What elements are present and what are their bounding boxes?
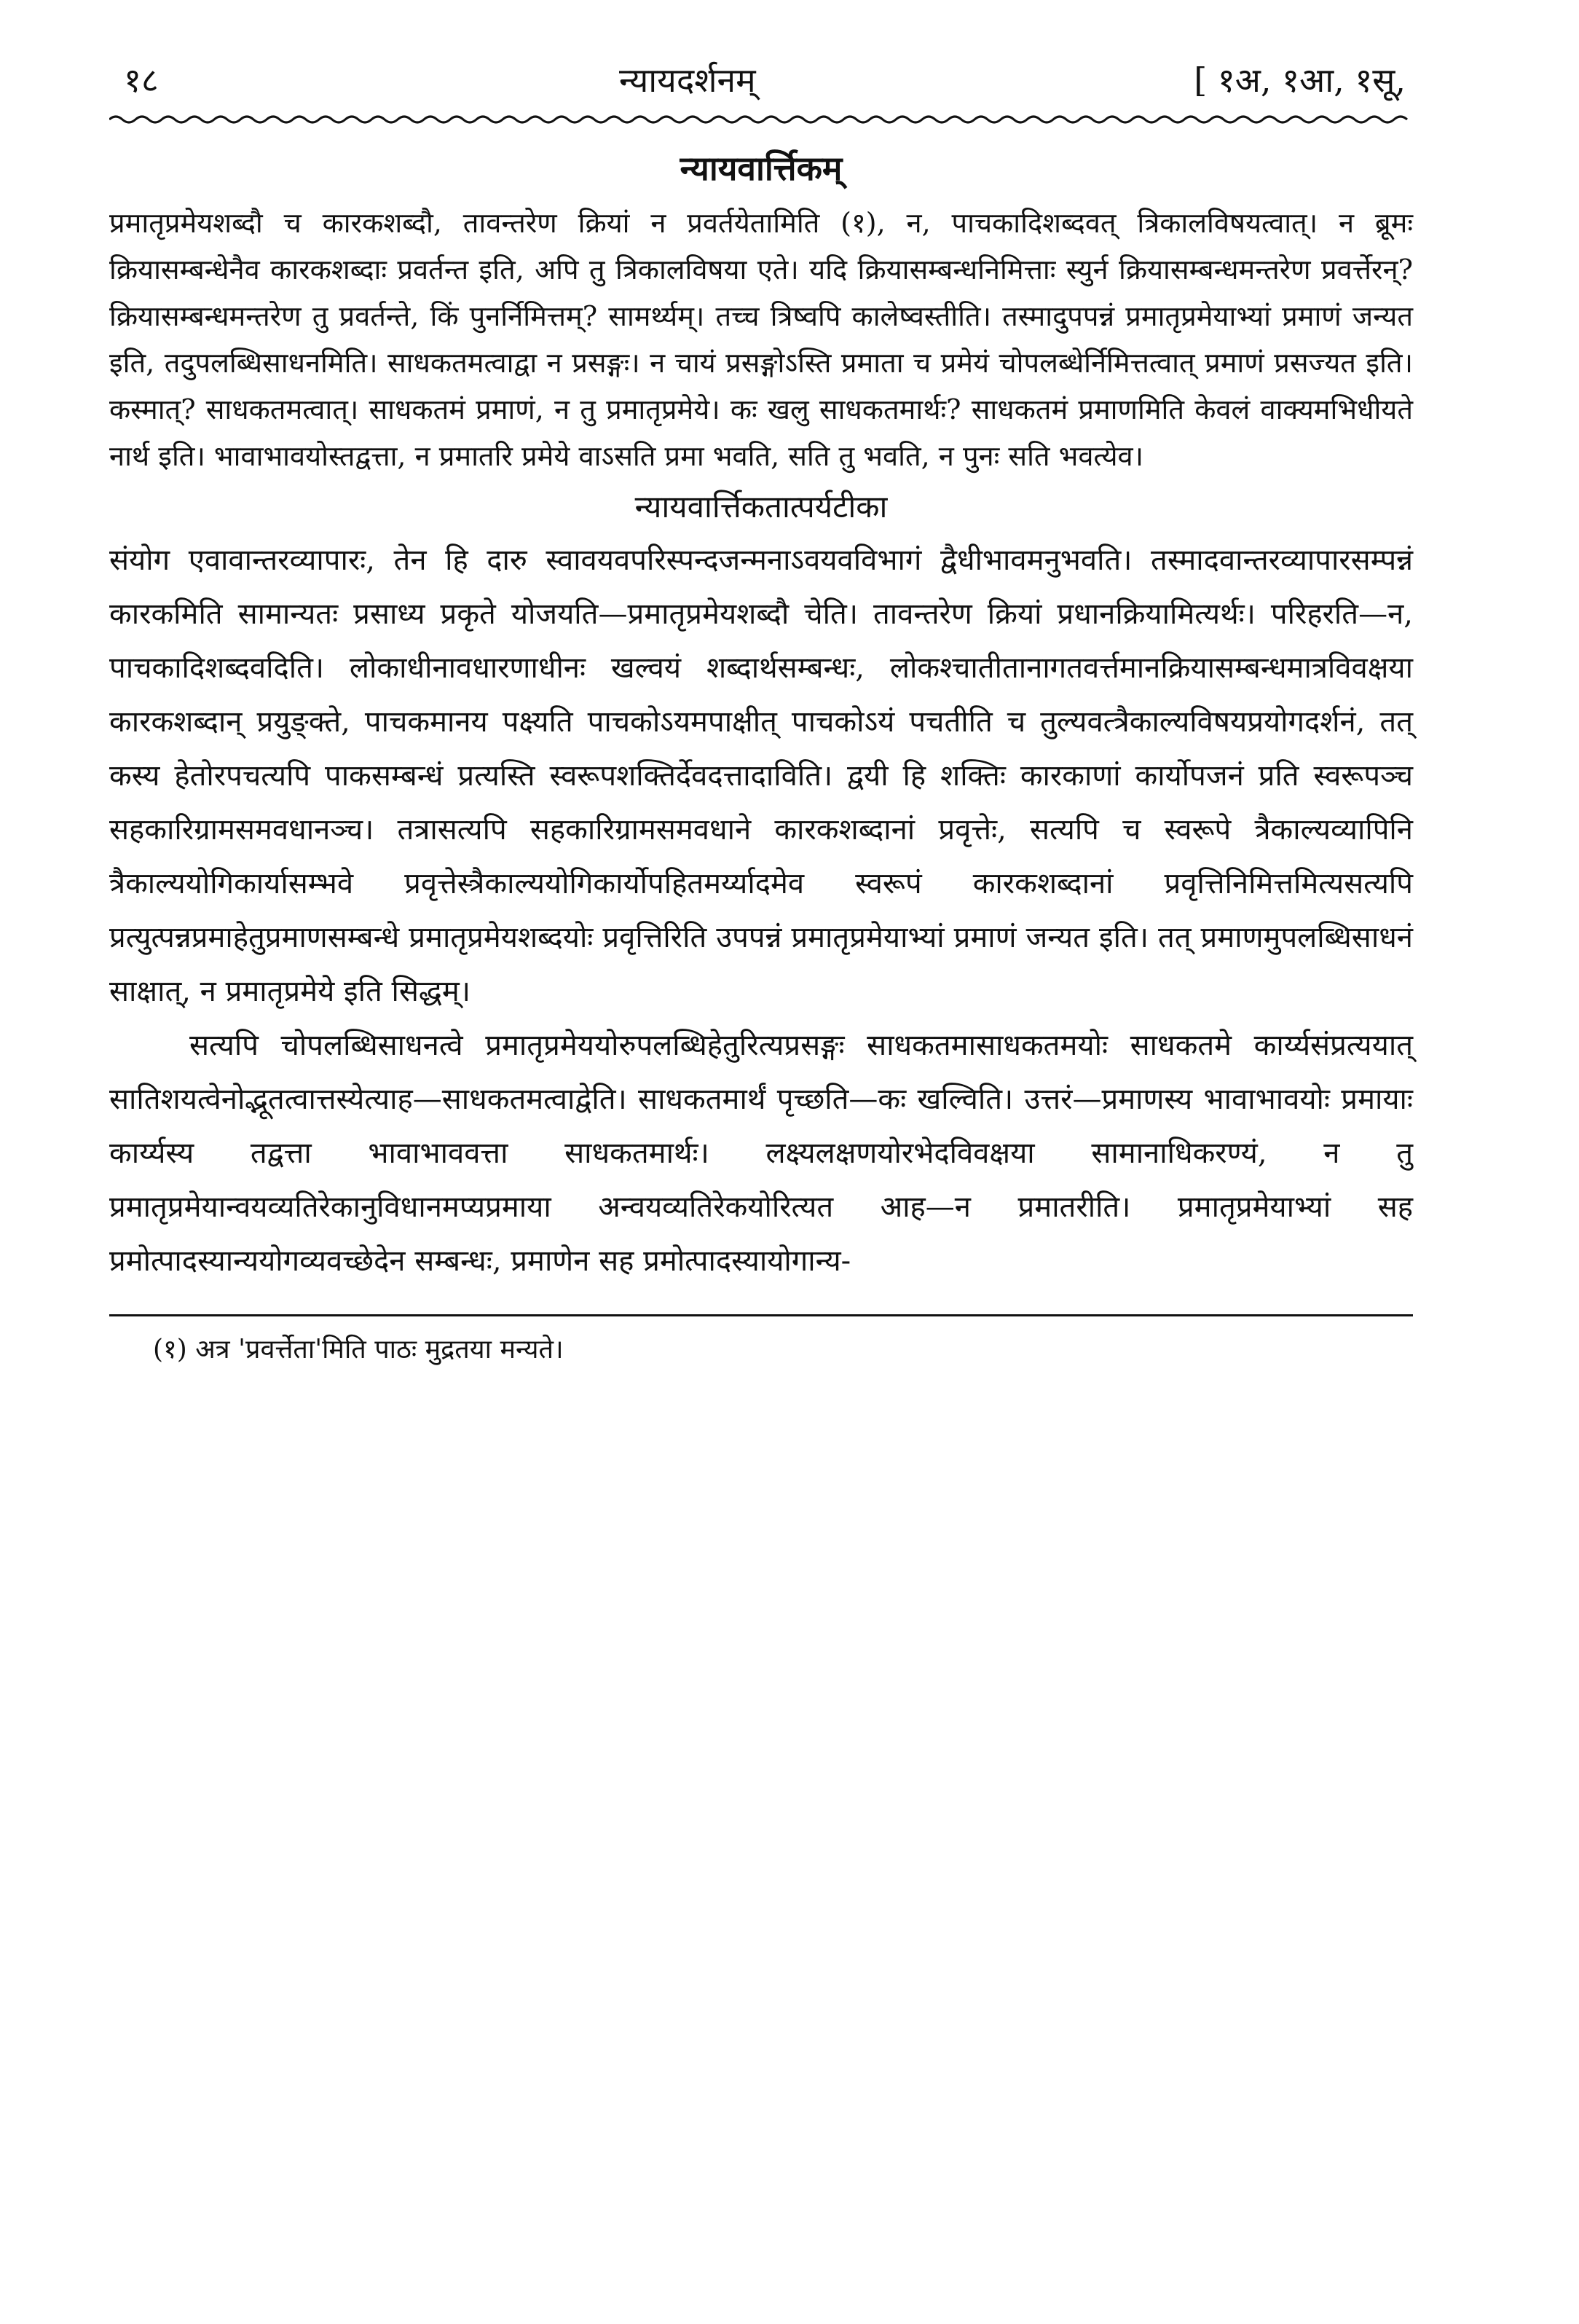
tika-heading: न्यायवार्त्तिकतात्पर्यटीका bbox=[634, 489, 888, 525]
footnote: (१) अत्र 'प्रवर्त्तेता'मिति पाठः मुद्रतया मन्यते। bbox=[153, 1335, 564, 1365]
tika-paragraph-2: सत्यपि चोपलब्धिसाधनत्वे प्रमातृप्रमेययोरुपलब्धिहेतुरित्यप्रसङ्गः साधकतमासाधकतमयोः साधकतमे कार्य्यसंप्रत्ययात् सातिशयत्वेनोद्भूतत्वात्तस्येत्याह—साधकतमत्वाद्वेति। साधकतमार्थं पृच्छति—कः खल्विति। उत्तरं—प्रमाणस्य भावाभावयोः प्रमायाः कार्य्यस्य तद्वत्ता भावाभाववत्ता साधकतमार्थः। लक्ष्यलक्षणयोरभेदविवक्षया सामानाधिकरण्यं, न तु प्रमातृप्रमेयान्वयव्यतिरेकानुविधानमप्यप्रमाया अन्वयव्यतिरेकयोरित्यत आह—न प्रमातरीति। प्रमातृप्रमेयाभ्यां सह प्रमोत्पादस्यान्ययोगव्यवच्छेदेन सम्बन्धः, प्रमाणेन सह प्रमोत्पादस्यायोगान्य- bbox=[109, 1029, 1413, 1278]
book-title: न्यायदर्शनम् bbox=[619, 60, 756, 100]
page-number: १८ bbox=[124, 60, 159, 100]
section-reference: [ १अ, १आ, १सू, bbox=[1194, 60, 1406, 100]
running-header bbox=[109, 51, 1413, 109]
wavy-divider bbox=[109, 112, 1413, 127]
footnote-divider bbox=[109, 1314, 1413, 1316]
document-page bbox=[109, 51, 1413, 1372]
varttika-heading: न्यायवार्त्तिकम् bbox=[680, 149, 843, 188]
varttika-text: प्रमातृप्रमेयशब्दौ च कारकशब्दौ, तावन्तरेण क्रियां न प्रवर्तयेतामिति (१), न, पाचकादिशब्दवत् त्रिकालविषयत्वात्। न ब्रूमः क्रियासम्बन्धेनैव कारकशब्दाः प्रवर्तन्त इति, अपि तु त्रिकालविषया एते। यदि क्रियासम्बन्धनिमित्ताः स्युर्न क्रियासम्बन्धमन्तरेण प्रवर्त्तेरन्? क्रियासम्बन्धमन्तरेण तु प्रवर्तन्ते, किं पुनर्निमित्तम्? सामर्थ्यम्। तच्च त्रिष्वपि कालेष्वस्तीति। तस्मादुपपन्नं प्रमातृप्रमेयाभ्यां प्रमाणं जन्यत इति, तदुपलब्धिसाधनमिति। साधकतमत्वाद्वा न प्रसङ्गः। न चायं प्रसङ्गोऽस्ति प्रमाता च प्रमेयं चोपलब्धेर्निमित्तत्वात् प्रमाणं प्रसज्यत इति। कस्मात्? साधकतमत्वात्। साधकतमं प्रमाणं, न तु प्रमातृप्रमेये। कः खलु साधकतमार्थः? साधकतमं प्रमाणमिति केवलं वाक्यमभिधीयते नार्थ इति। भावाभावयोस्तद्वत्ता, न प्रमातरि प्रमेये वाऽसति प्रमा भवति, सति तु भवति, न पुनः सति भवत्येव। bbox=[109, 207, 1413, 472]
tika-paragraph-1: संयोग एवावान्तरव्यापारः, तेन हि दारु स्वावयवपरिस्पन्दजन्मनाऽवयवविभागं द्वैधीभावमनुभवति। तस्मादवान्तरव्यापारसम्पन्नं कारकमिति सामान्यतः प्रसाध्य प्रकृते योजयति—प्रमातृप्रमेयशब्दौ चेति। तावन्तरेण क्रियां प्रधानक्रियामित्यर्थः। परिहरति—न, पाचकादिशब्दवदिति। लोकाधीनावधारणाधीनः खल्वयं शब्दार्थसम्बन्धः, लोकश्चातीतानागतवर्त्तमानक्रियासम्बन्धमात्रविवक्षया कारकशब्दान् प्रयुङ्क्ते, पाचकमानय पक्ष्यति पाचकोऽयमपाक्षीत् पाचकोऽयं पचतीति च तुल्यवत्त्रैकाल्यविषयप्रयोगदर्शनं, तत् कस्य हेतोरपचत्यपि पाकसम्बन्धं प्रत्यस्ति स्वरूपशक्तिर्देवदत्तादाविति। द्वयी हि शक्तिः कारकाणां कार्योपजनं प्रति स्वरूपञ्च सहकारिग्रामसमवधानञ्च। तत्रासत्यपि सहकारिग्रामसमवधाने कारकशब्दानां प्रवृत्तेः, सत्यपि च स्वरूपे त्रैकाल्यव्यापिनि त्रैकाल्ययोगिकार्यासम्भवे प्रवृत्तेस्त्रैकाल्ययोगिकार्योपहितमर्य्यादमेव स्वरूपं कारकशब्दानां प्रवृत्तिनिमित्तमित्यसत्यपि प्रत्युत्पन्नप्रमाहेतुप्रमाणसम्बन्धे प्रमातृप्रमेयशब्दयोः प्रवृत्तिरिति उपपन्नं प्रमातृप्रमेयाभ्यां प्रमाणं जन्यत इति। तत् प्रमाणमुपलब्धिसाधनं साक्षात्, न प्रमातृप्रमेये इति सिद्धम्। bbox=[109, 543, 1413, 1008]
